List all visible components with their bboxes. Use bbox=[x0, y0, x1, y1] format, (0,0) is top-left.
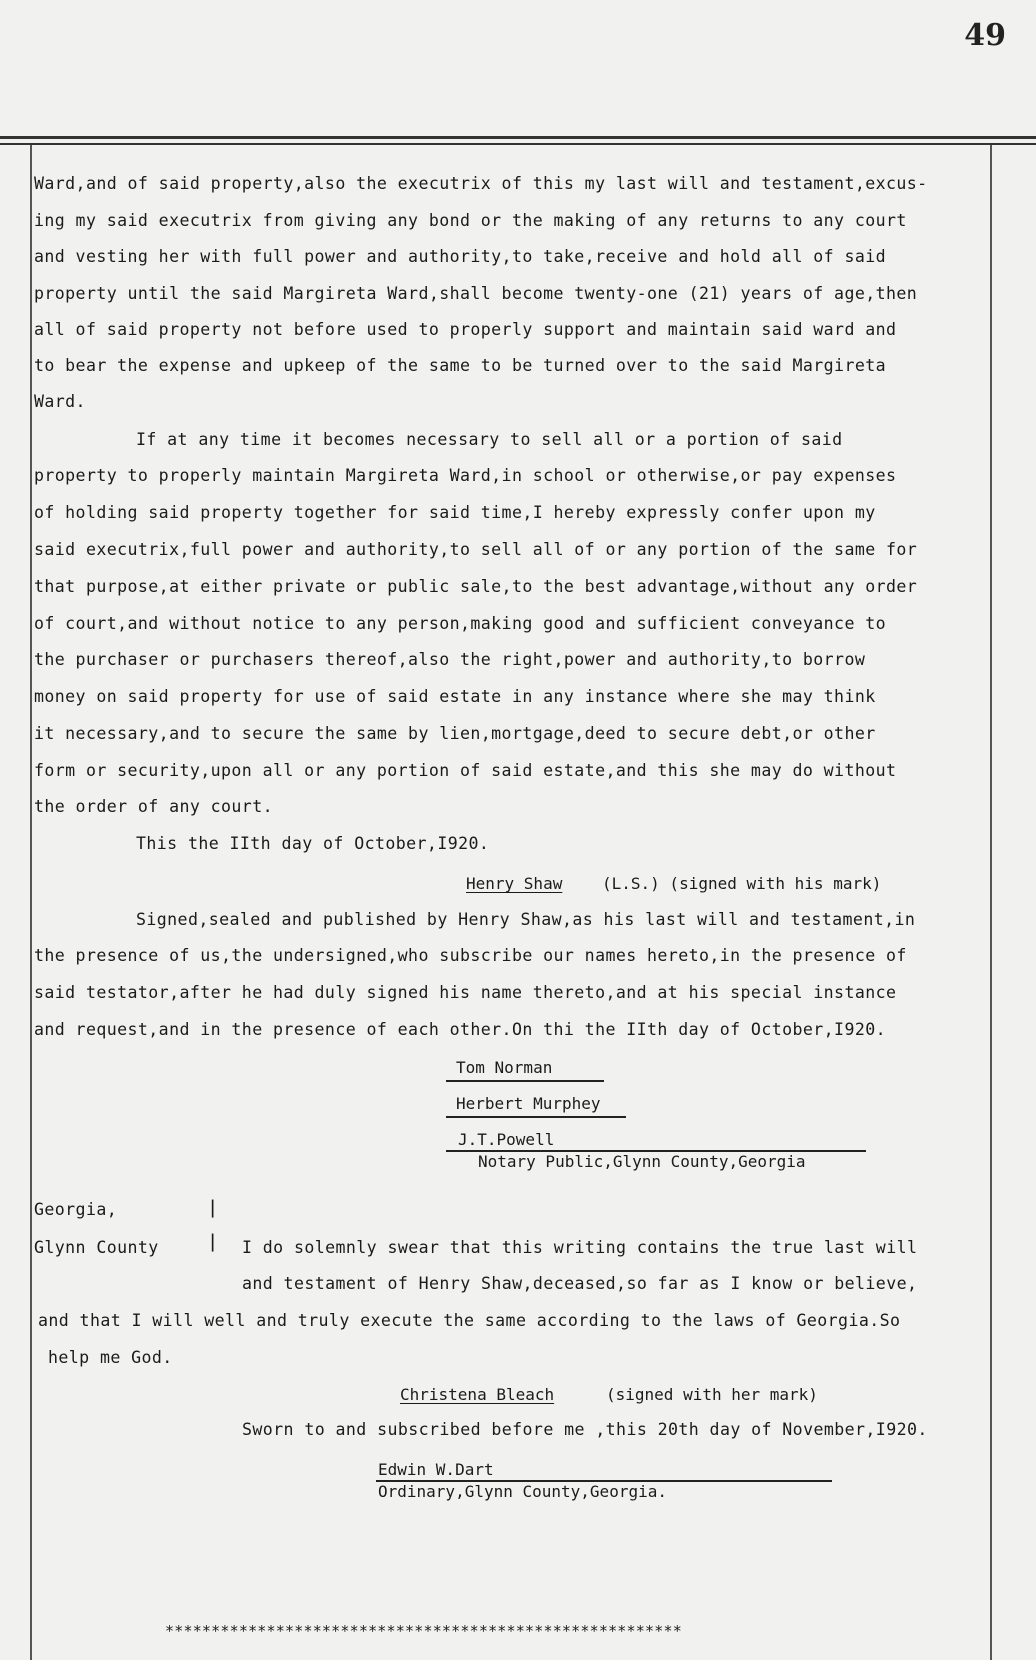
witness-signature: J.T.Powell bbox=[458, 1130, 555, 1149]
will-line: form or security,upon all or any portion of said estate,and this she may do without bbox=[34, 761, 897, 780]
date-line: This the IIth day of October,I920. bbox=[136, 834, 490, 853]
will-line: property until the said Margireta Ward,shall become twenty-one (21) years of age,then bbox=[34, 284, 918, 303]
left-margin-line bbox=[30, 145, 32, 1660]
oath-line: and that I will well and truly execute the same according to the laws of Georgia.So bbox=[38, 1311, 901, 1330]
venue-bracket: ❘ bbox=[206, 1196, 220, 1221]
will-line: all of said property not before used to properly support and maintain said ward and bbox=[34, 320, 897, 339]
header-rule-secondary bbox=[0, 143, 1036, 145]
will-line: If at any time it becomes necessary to sell all or a portion of said bbox=[136, 430, 843, 449]
will-line: said executrix,full power and authority,to sell all of or any portion of the same for bbox=[34, 540, 918, 559]
testator-signature: Henry Shaw bbox=[466, 874, 563, 893]
oath-line: help me God. bbox=[48, 1348, 173, 1367]
attestation-line: said testator,after he had duly signed his name thereto,and at his special instance bbox=[34, 983, 897, 1002]
testator-seal: (L.S.) (signed with his mark) bbox=[602, 874, 882, 893]
oath-line: I do solemnly swear that this writing contains the true last will bbox=[242, 1238, 918, 1257]
signature-line bbox=[446, 1116, 626, 1118]
notary-title: Notary Public,Glynn County,Georgia bbox=[478, 1152, 806, 1171]
attestation-line: Signed,sealed and published by Henry Shaw,as his last will and testament,in bbox=[136, 910, 916, 929]
will-line: money on said property for use of said estate in any instance where she may think bbox=[34, 687, 876, 706]
sworn-line: Sworn to and subscribed before me ,this 20th day of November,I920. bbox=[242, 1420, 928, 1439]
oath-venue-state: Georgia, bbox=[34, 1200, 118, 1219]
oath-venue-county: Glynn County bbox=[34, 1238, 159, 1257]
will-line: Ward,and of said property,also the executrix of this my last will and testament,excus- bbox=[34, 174, 928, 193]
executrix-mark-note: (signed with her mark) bbox=[606, 1385, 818, 1404]
will-line: the purchaser or purchasers thereof,also the right,power and authority,to borrow bbox=[34, 650, 866, 669]
will-line: ing my said executrix from giving any bond or the making of any returns to any court bbox=[34, 211, 907, 230]
witness-signature: Tom Norman bbox=[456, 1058, 553, 1077]
attestation-line: the presence of us,the undersigned,who subscribe our names hereto,in the presence of bbox=[34, 946, 907, 965]
attestation-line: and request,and in the presence of each other.On thi the IIth day of October,I920. bbox=[34, 1020, 887, 1039]
will-line: to bear the expense and upkeep of the same to be turned over to the said Margireta bbox=[34, 356, 887, 375]
page-number: 49 bbox=[964, 18, 1006, 53]
will-line: the order of any court. bbox=[34, 797, 273, 816]
will-line: and vesting her with full power and authority,to take,receive and hold all of said bbox=[34, 247, 887, 266]
oath-line: and testament of Henry Shaw,deceased,so far as I know or believe, bbox=[242, 1274, 918, 1293]
will-line: Ward. bbox=[34, 392, 86, 411]
venue-bracket: ❘ bbox=[206, 1230, 220, 1255]
will-line: that purpose,at either private or public sale,to the best advantage,without any order bbox=[34, 577, 918, 596]
signature-line bbox=[446, 1080, 604, 1082]
will-line: it necessary,and to secure the same by lien,mortgage,deed to secure debt,or other bbox=[34, 724, 876, 743]
will-line: of court,and without notice to any person,making good and sufficient conveyance to bbox=[34, 614, 887, 633]
ordinary-title: Ordinary,Glynn County,Georgia. bbox=[378, 1482, 667, 1501]
will-line: property to properly maintain Margireta Ward,in school or otherwise,or pay expenses bbox=[34, 466, 897, 485]
ordinary-signature: Edwin W.Dart bbox=[378, 1460, 494, 1479]
executrix-signature: Christena Bleach bbox=[400, 1385, 555, 1404]
section-separator: ******************************************************** bbox=[165, 1622, 682, 1640]
header-rule bbox=[0, 136, 1036, 139]
will-line: of holding said property together for said time,I hereby expressly confer upon my bbox=[34, 503, 876, 522]
witness-signature: Herbert Murphey bbox=[456, 1094, 601, 1113]
